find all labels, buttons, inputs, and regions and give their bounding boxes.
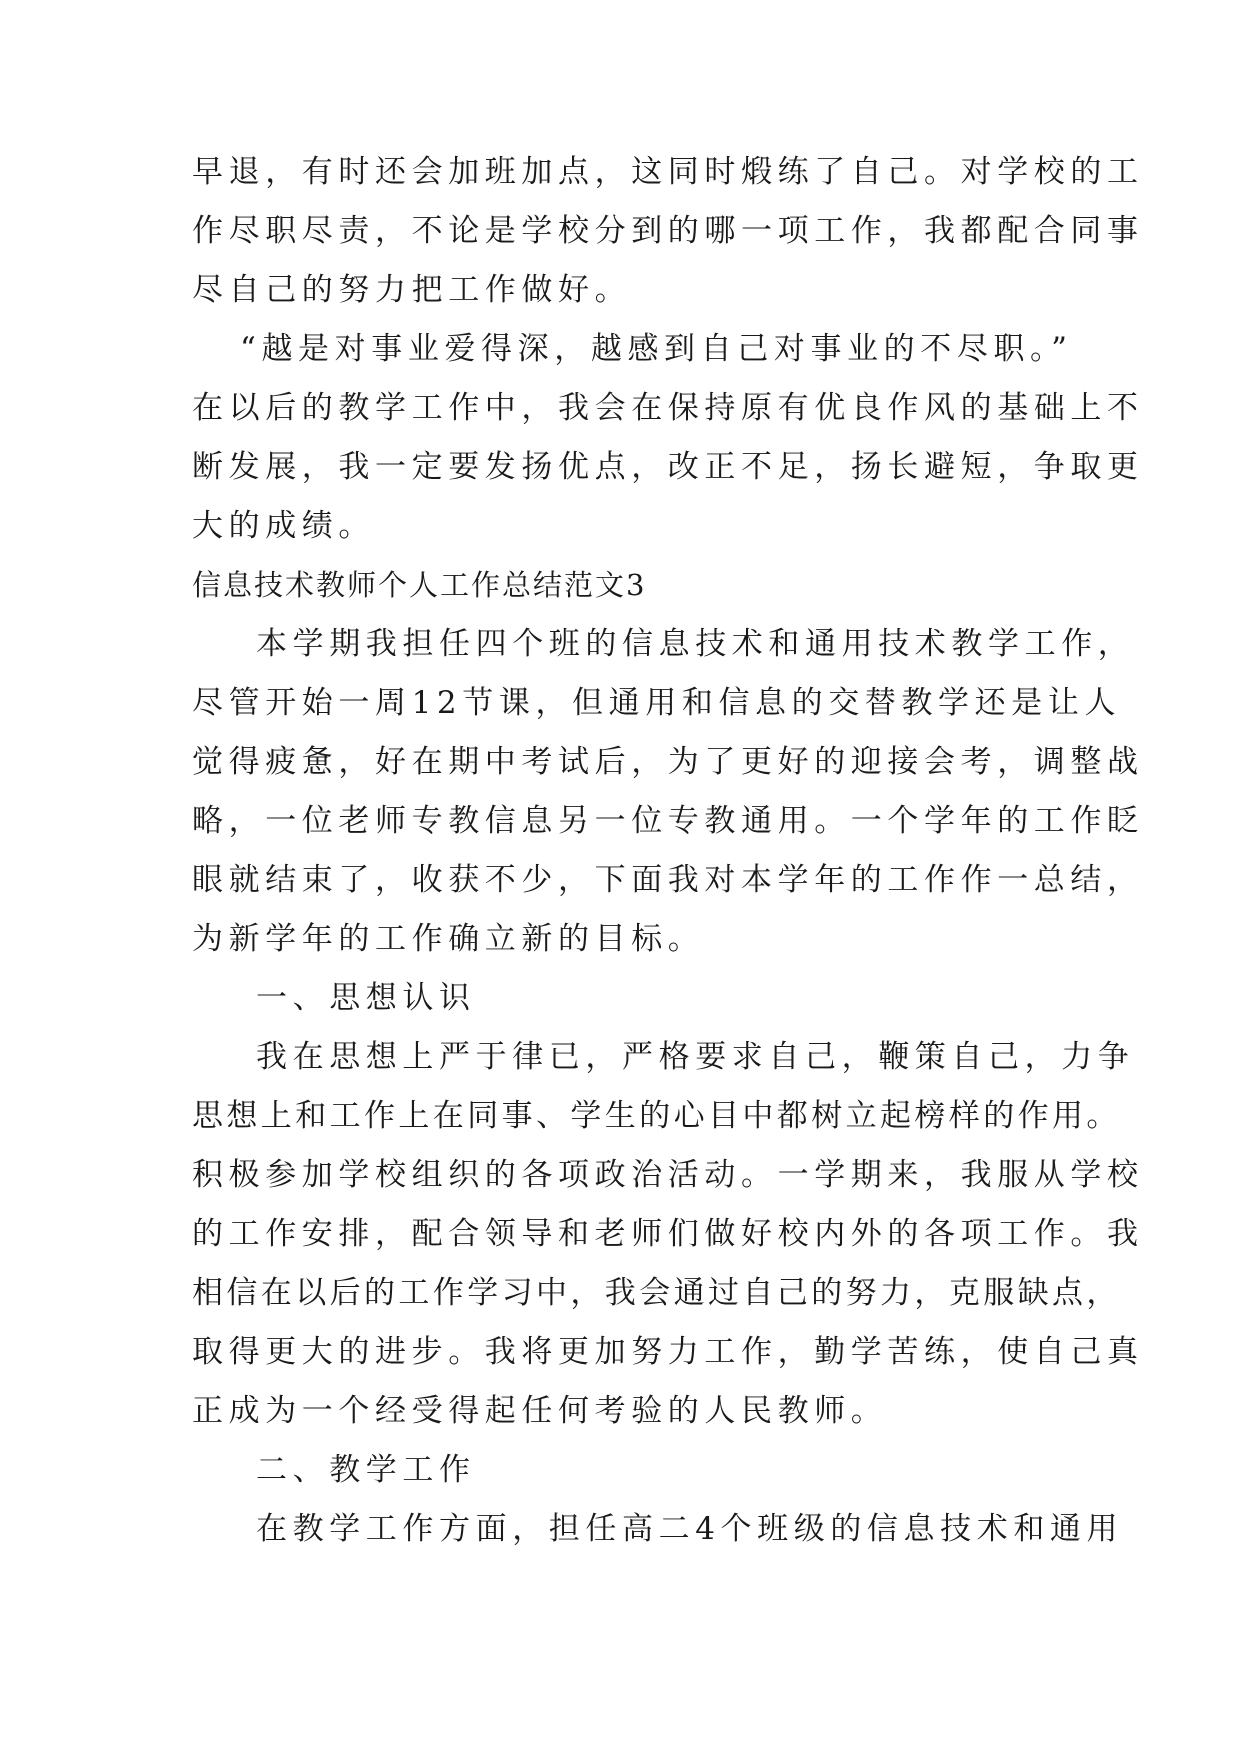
paragraph-line: 思想上和工作上在同事、学生的心目中都树立起榜样的作用。 [192, 1098, 1121, 1134]
paragraph-line: 在以后的教学工作中，我会在保持原有优良作风的基础上不 [192, 390, 1144, 426]
quote-line: “越是对事业爱得深，越感到自己对事业的不尽职。” [240, 331, 1073, 367]
subsection-heading: 二、教学工作 [256, 1452, 476, 1488]
paragraph-line: 本学期我担任四个班的信息技术和通用技术教学工作， [256, 626, 1135, 662]
paragraph-line: 早退，有时还会加班加点，这同时煅练了自己。对学校的工 [192, 154, 1144, 190]
subsection-heading: 一、思想认识 [256, 980, 476, 1016]
paragraph-line: 为新学年的工作确立新的目标。 [192, 921, 705, 957]
section-title: 信息技术教师个人工作总结范文3 [192, 568, 647, 602]
paragraph-line: 取得更大的进步。我将更加努力工作，勤学苦练，使自己真 [192, 1334, 1144, 1370]
paragraph-line: 在教学工作方面，担任高二4个班级的信息技术和通用 [256, 1511, 1124, 1547]
paragraph-line: 正成为一个经受得起任何考验的人民教师。 [192, 1393, 888, 1429]
paragraph-line: 作尽职尽责，不论是学校分到的哪一项工作，我都配合同事 [192, 213, 1144, 249]
paragraph-line: 略，一位老师专教信息另一位专教通用。一个学年的工作眨 [192, 803, 1144, 839]
paragraph-line: 断发展，我一定要发扬优点，改正不足，扬长避短，争取更 [192, 449, 1144, 485]
paragraph-line: 积极参加学校组织的各项政治活动。一学期来，我服从学校 [192, 1157, 1144, 1193]
paragraph-line: 尽管开始一周12节课，但通用和信息的交替教学还是让人 [192, 685, 1122, 721]
paragraph-line: 的工作安排，配合领导和老师们做好校内外的各项工作。我 [192, 1216, 1144, 1252]
paragraph-line: 觉得疲惫，好在期中考试后，为了更好的迎接会考，调整战 [192, 744, 1144, 780]
paragraph-line: 眼就结束了，收获不少，下面我对本学年的工作作一总结， [192, 862, 1144, 898]
paragraph-line: 大的成绩。 [192, 508, 375, 544]
paragraph-line: 尽自己的努力把工作做好。 [192, 272, 632, 308]
paragraph-line: 相信在以后的工作学习中，我会通过自己的努力，克服缺点， [192, 1275, 1121, 1311]
paragraph-line: 我在思想上严于律已，严格要求自己，鞭策自己，力争 [256, 1039, 1135, 1075]
